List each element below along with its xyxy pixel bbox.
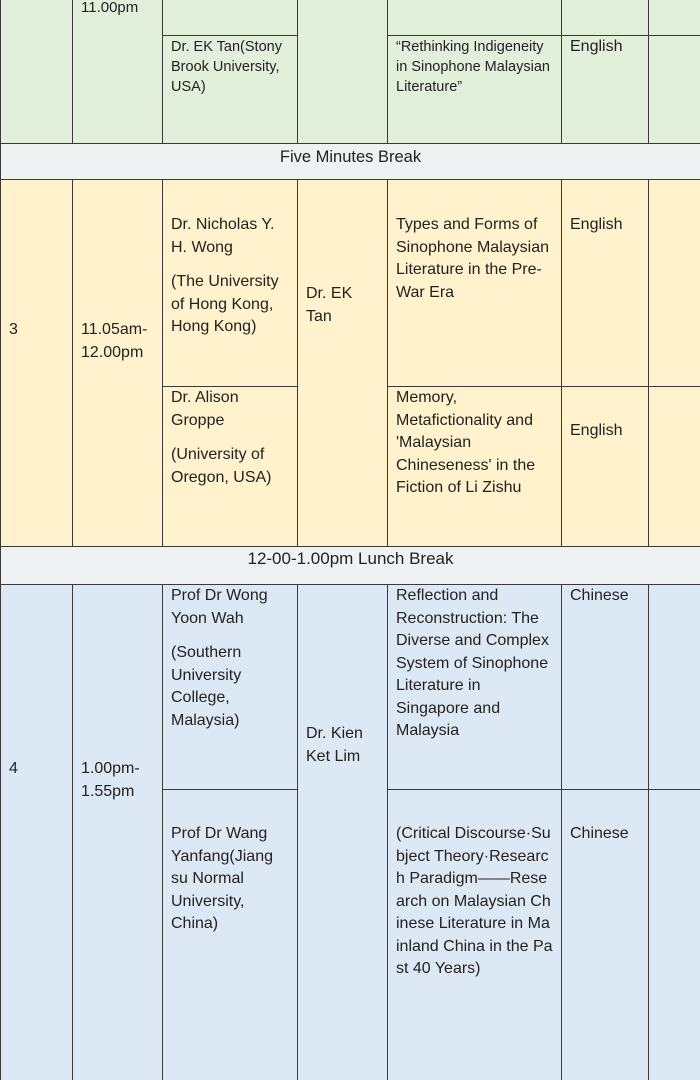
- session3-number: 3: [9, 321, 18, 338]
- session3-extra-top-cell: [648, 179, 700, 387]
- session3-talk2-speaker-cell: [162, 386, 298, 547]
- session3-talk1-title-cell: [387, 179, 562, 387]
- session4-talk1-affiliation: (Southern University College, Malaysia): [171, 644, 242, 729]
- session4-time: 1.00pm-1.55pm: [81, 760, 140, 800]
- session4-extra-top-cell: [648, 584, 700, 790]
- session4-talk2-title-cell: [387, 789, 562, 1080]
- session2-speaker-top-cell: [162, 0, 298, 36]
- session3-talk1-language: English: [570, 216, 623, 233]
- session2-language-top-cell: [561, 0, 649, 36]
- session4-time-cell: [72, 584, 163, 1080]
- session3-extra-bottom-cell: [648, 386, 700, 547]
- session4-talk1-language: Chinese: [570, 587, 629, 604]
- session2-speaker-cell: [162, 35, 298, 144]
- session3-talk1-affiliation: (The University of Hong Kong, Hong Kong): [171, 273, 279, 335]
- session4-talk2-title: (Critical Discourse·Subject Theory·Research Paradigm——Research on Malaysian Chinese Literature in Mainland China in the Past 40 Years): [396, 825, 553, 977]
- session2-time: 11.00pm: [81, 0, 139, 16]
- lunch-break-row: [0, 546, 700, 585]
- session2-extra-top-cell: [648, 0, 700, 36]
- five-minute-break-label: Five Minutes Break: [279, 148, 422, 166]
- session4-talk1-speaker: Prof Dr Wong Yoon Wah: [171, 587, 268, 627]
- session3-talk1-language-cell: [561, 179, 649, 387]
- session3-talk2-affiliation: (University of Oregon, USA): [171, 446, 272, 486]
- session2-extra-cell: [648, 35, 700, 144]
- session3-number-cell: [0, 179, 73, 547]
- session4-talk1-speaker-cell: [162, 584, 298, 790]
- session3-talk2-title: Memory, Metafictionality and 'Malaysian Chineseness' in the Fiction of Li Zishu: [396, 389, 536, 496]
- session4-moderator: Dr. Kien Ket Lim: [306, 725, 363, 765]
- lunch-break-label: 12-00-1.00pm Lunch Break: [247, 549, 454, 568]
- session2-title-cell: [387, 35, 562, 144]
- session2-title: “Rethinking Indigeneity in Sinophone Malaysian Literature”: [396, 39, 550, 95]
- session2-time-cell: [72, 0, 163, 144]
- session2-moderator-cell: [297, 0, 388, 144]
- session3-time: 11.05am-12.00pm: [81, 321, 148, 361]
- session4-talk1-title: Reflection and Reconstruction: The Diverse and Complex System of Sinophone Literature in Singapore and Malaysia: [396, 587, 549, 739]
- session2-speaker: Dr. EK Tan(Stony Brook University, USA): [171, 39, 282, 95]
- session4-talk2-language-cell: [561, 789, 649, 1080]
- session3-talk2-language-cell: [561, 386, 649, 547]
- session4-talk2-speaker: Prof Dr Wang Yanfang(Jiang su Normal University, China): [171, 825, 273, 932]
- session3-talk2-language: English: [570, 422, 623, 439]
- session3-moderator: Dr. EK Tan: [306, 285, 353, 325]
- session3-talk2-title-cell: [387, 386, 562, 547]
- session4-talk1-language-cell: [561, 584, 649, 790]
- session2-language: English: [570, 38, 623, 55]
- session4-talk2-speaker-cell: [162, 789, 298, 1080]
- session2-title-top-cell: [387, 0, 562, 36]
- session4-number-cell: [0, 584, 73, 1080]
- session4-talk2-language: Chinese: [570, 825, 629, 842]
- session3-moderator-cell: [297, 179, 388, 547]
- session3-time-cell: [72, 179, 163, 547]
- five-minute-break-row: [0, 143, 700, 180]
- session4-extra-bottom-cell: [648, 789, 700, 1080]
- session3-talk1-speaker-cell: [162, 179, 298, 387]
- session4-talk1-title-cell: [387, 584, 562, 790]
- session2-number-cell: [0, 0, 73, 144]
- session4-moderator-cell: [297, 584, 388, 1080]
- session3-talk2-speaker: Dr. Alison Groppe: [171, 389, 239, 429]
- session4-number: 4: [9, 760, 18, 777]
- session2-language-cell: [561, 35, 649, 144]
- session3-talk1-speaker: Dr. Nicholas Y. H. Wong: [171, 216, 275, 256]
- session3-talk1-title: Types and Forms of Sinophone Malaysian Literature in the Pre-War Era: [396, 216, 549, 301]
